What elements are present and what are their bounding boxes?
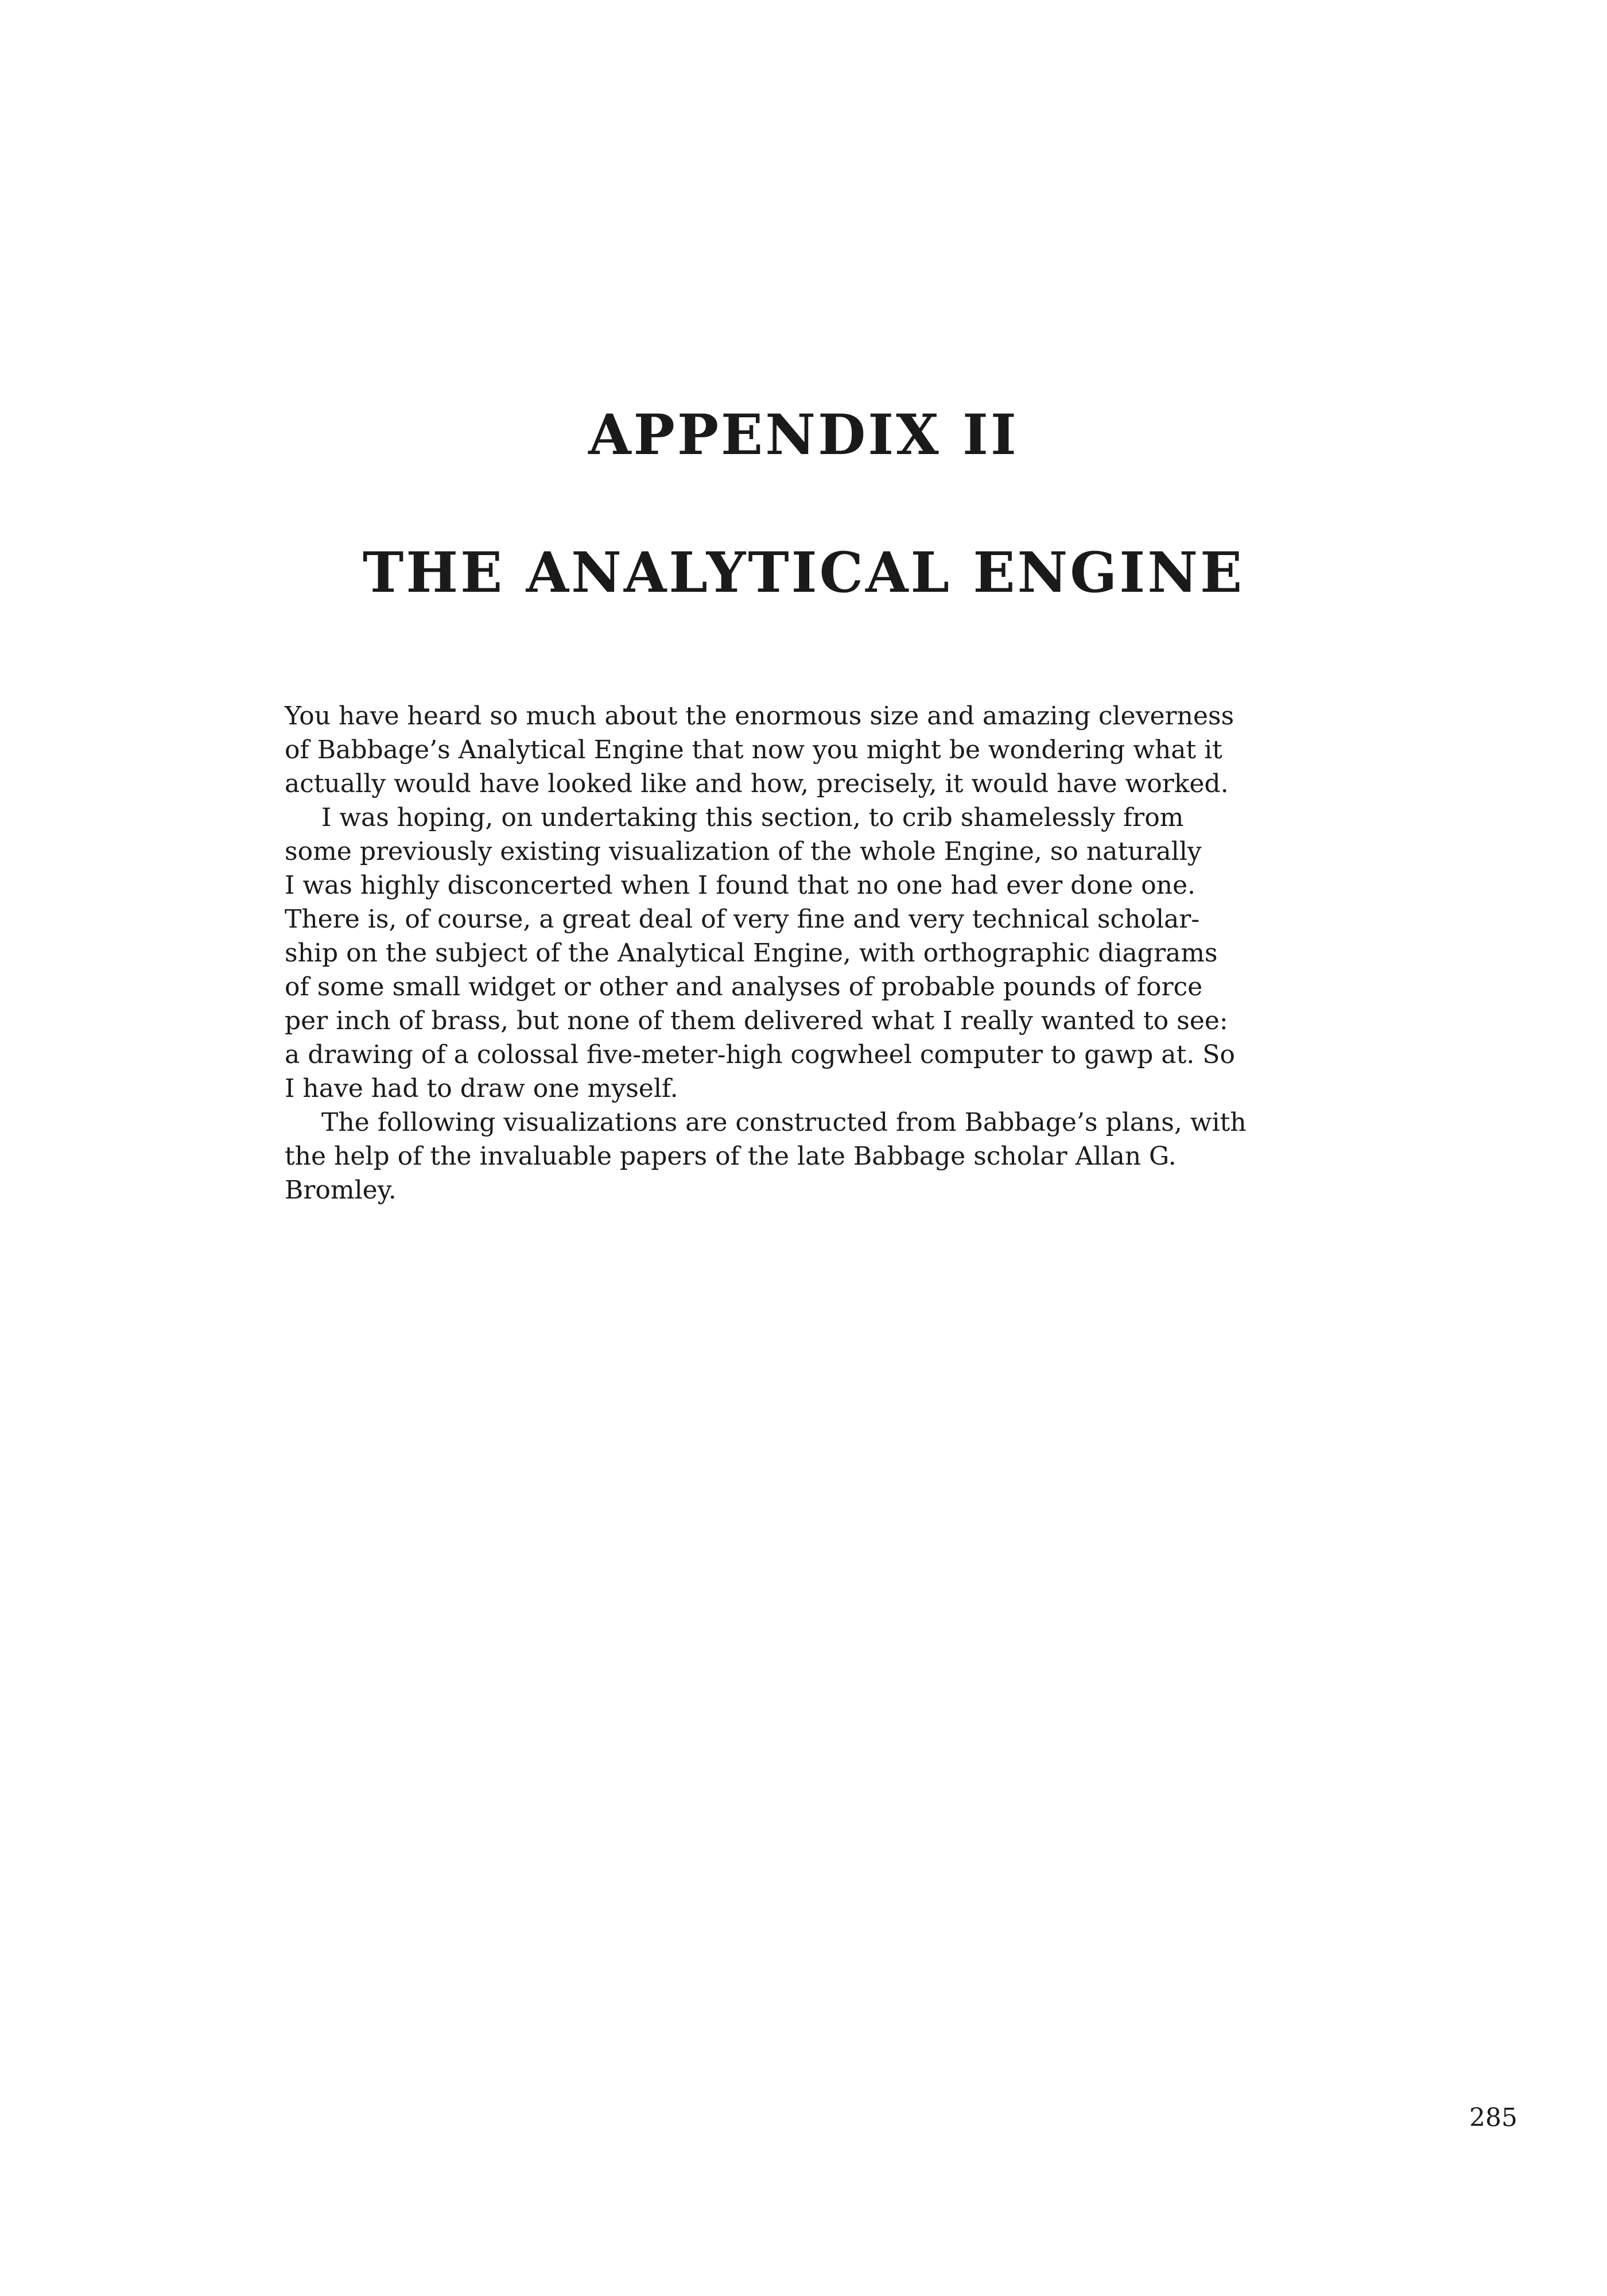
text-line: per inch of brass, but none of them delivered what I really wanted to see: bbox=[285, 1006, 1228, 1035]
chapter-title: THE ANALYTICAL ENGINE bbox=[362, 540, 1245, 605]
text-line: some previously existing visualization of the whole Engine, so naturally bbox=[285, 837, 1202, 866]
text-line: a drawing of a colossal five-meter-high cogwheel computer to gawp at. So bbox=[285, 1040, 1235, 1069]
text-line: You have heard so much about the enormous size and amazing cleverness bbox=[285, 701, 1235, 731]
text-line: ship on the subject of the Analytical Engine, with orthographic diagrams bbox=[285, 938, 1218, 968]
paragraph-start-line: I was hoping, on undertaking this section, to crib shamelessly from bbox=[321, 803, 1184, 832]
text-line: There is, of course, a great deal of very fine and very technical scholar- bbox=[285, 905, 1200, 934]
text-line: actually would have looked like and how, precisely, it would have worked. bbox=[285, 769, 1229, 798]
appendix-heading: APPENDIX II bbox=[588, 402, 1019, 467]
text-line: the help of the invaluable papers of the late Babbage scholar Allan G. bbox=[285, 1142, 1177, 1171]
text-line: of Babbage’s Analytical Engine that now you might be wondering what it bbox=[285, 735, 1222, 765]
paragraph-start-line: The following visualizations are constructed from Babbage’s plans, with bbox=[321, 1108, 1247, 1137]
body-text bbox=[285, 699, 1318, 1207]
text-line: of some small widget or other and analyses of probable pounds of force bbox=[285, 972, 1203, 1002]
text-line: I have had to draw one myself. bbox=[285, 1074, 678, 1103]
page-number: 285 bbox=[1469, 2103, 1517, 2132]
text-line: I was highly disconcerted when I found that no one had ever done one. bbox=[285, 871, 1196, 900]
text-line: Bromley. bbox=[285, 1176, 397, 1205]
